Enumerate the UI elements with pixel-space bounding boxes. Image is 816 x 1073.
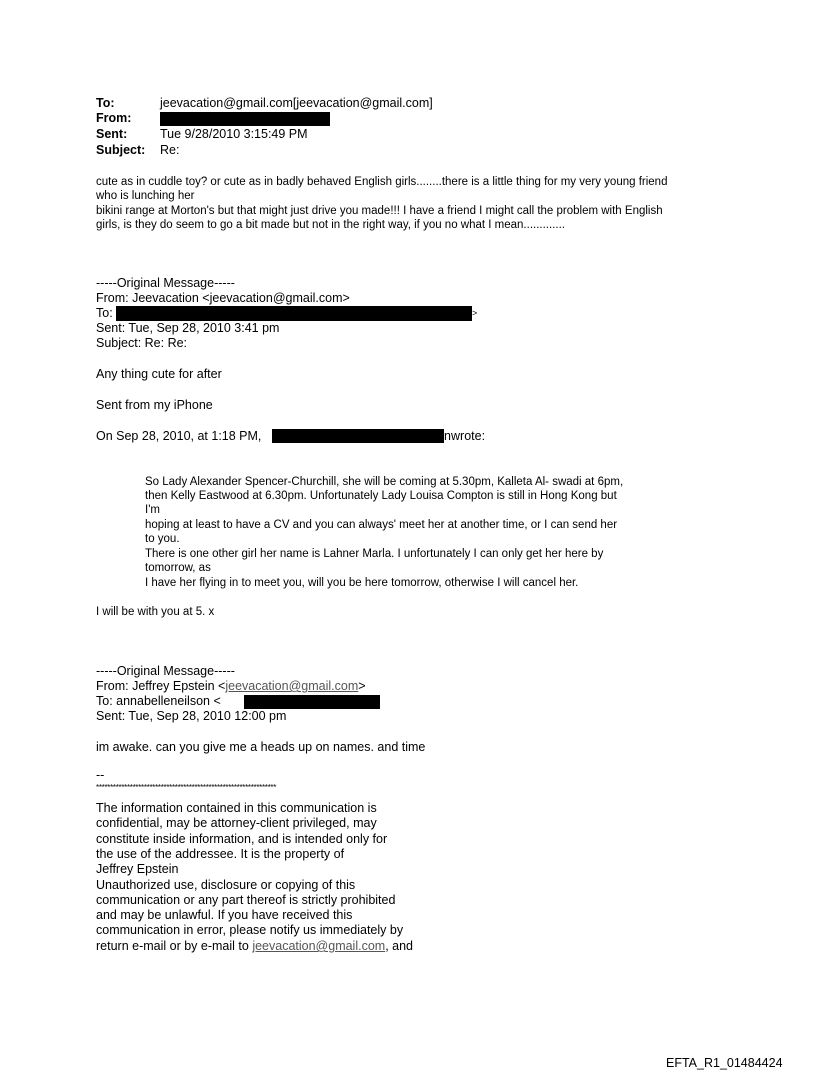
document-id: EFTA_R1_01484424 <box>666 1056 783 1070</box>
redaction-bar <box>116 306 472 321</box>
original1-body-2: Sent from my iPhone <box>96 398 213 412</box>
from-label: From: <box>96 111 132 125</box>
original1-to-tail: > <box>472 308 478 318</box>
original2-from <box>96 679 366 694</box>
to-label: To: <box>96 96 115 110</box>
sent-label: Sent: <box>96 127 128 141</box>
quoted-line-2: then Kelly Eastwood at 6.30pm. Unfortunately Lady Louisa Compton is still in Hong Kong but <box>145 490 617 502</box>
disclaimer-stars: **************************************************************** <box>96 783 277 792</box>
disclaimer-line: The information contained in this communication is <box>96 801 377 815</box>
original1-on-prefix: On Sep 28, 2010, at 1:18 PM, <box>96 429 262 443</box>
disclaimer-line: communication in error, please notify us immediately by <box>96 923 404 937</box>
quoted-line-1: So Lady Alexander Spencer-Churchill, she will be coming at 5.30pm, Kalleta Al- swadi at 6pm, <box>145 476 624 488</box>
reply-line-3: bikini range at Morton's but that might just drive you made!!! I have a friend I might call the problem with English <box>96 205 663 217</box>
reply-line-4: girls, is they do seem to go a bit made but not in the right way, if you no what I mean............. <box>96 219 565 231</box>
disclaimer-dashes: -- <box>96 768 105 782</box>
disclaimer-line: and may be unlawful. If you have received this <box>96 908 353 922</box>
redaction-bar <box>272 429 444 443</box>
quoted-line-5: to you. <box>145 533 180 545</box>
quoted-line-4: hoping at least to have a CV and you can always' meet her at another time, or I can send her <box>145 519 618 531</box>
disclaimer-line: the use of the addressee. It is the property of <box>96 847 345 861</box>
original1-to-label: To: <box>96 306 113 320</box>
disclaimer-line: Jeffrey Epstein <box>96 862 179 876</box>
original2-from-suffix: > <box>358 679 366 693</box>
quoted-line-7: tomorrow, as <box>145 562 211 574</box>
quoted-line-3: I'm <box>145 504 160 516</box>
to-value: jeevacation@gmail.com[jeevacation@gmail.com] <box>160 96 433 110</box>
original2-to-prefix: To: annabelleneilson < <box>96 694 221 708</box>
redaction-bar <box>244 695 380 709</box>
closing-line: I will be with you at 5. x <box>96 606 215 618</box>
email-link[interactable]: jeevacation@gmail.com <box>252 939 386 953</box>
original2-body: im awake. can you give me a heads up on names. and time <box>96 740 426 754</box>
original1-subject: Subject: Re: Re: <box>96 336 188 350</box>
original1-from: From: Jeevacation <jeevacation@gmail.com> <box>96 291 350 305</box>
disclaimer-last-line <box>96 939 413 954</box>
disclaimer-line: Unauthorized use, disclosure or copying of this <box>96 878 356 892</box>
original2-from-prefix: From: Jeffrey Epstein < <box>96 679 226 693</box>
original-separator-2: -----Original Message----- <box>96 664 235 678</box>
quoted-line-6: There is one other girl her name is Lahner Marla. I unfortunately I can only get her here by <box>145 548 604 560</box>
disclaimer-last-prefix: return e-mail or by e-mail to <box>96 939 253 953</box>
disclaimer-line: confidential, may be attorney-client privileged, may <box>96 816 377 830</box>
original1-sent: Sent: Tue, Sep 28, 2010 3:41 pm <box>96 321 280 335</box>
original1-on-partial: n <box>444 429 451 443</box>
quoted-line-8: I have her flying in to meet you, will you be here tomorrow, otherwise I will cancel her. <box>145 577 579 589</box>
original-separator-1: -----Original Message----- <box>96 276 235 290</box>
disclaimer-line: constitute inside information, and is intended only for <box>96 832 388 846</box>
disclaimer-last-suffix: , and <box>385 939 414 953</box>
original2-sent: Sent: Tue, Sep 28, 2010 12:00 pm <box>96 709 287 723</box>
email-link[interactable]: jeevacation@gmail.com <box>225 679 359 693</box>
subject-label: Subject: <box>96 143 146 157</box>
sent-value: Tue 9/28/2010 3:15:49 PM <box>160 127 308 141</box>
subject-value: Re: <box>160 143 180 157</box>
original1-body-1: Any thing cute for after <box>96 367 222 381</box>
redaction-bar <box>160 112 330 126</box>
original1-on-suffix: wrote: <box>451 429 486 443</box>
reply-line-1: cute as in cuddle toy? or cute as in badly behaved English girls........there is a little thing for my very young friend <box>96 176 668 188</box>
reply-line-2: who is lunching her <box>96 190 195 202</box>
disclaimer-line: communication or any part thereof is strictly prohibited <box>96 893 396 907</box>
